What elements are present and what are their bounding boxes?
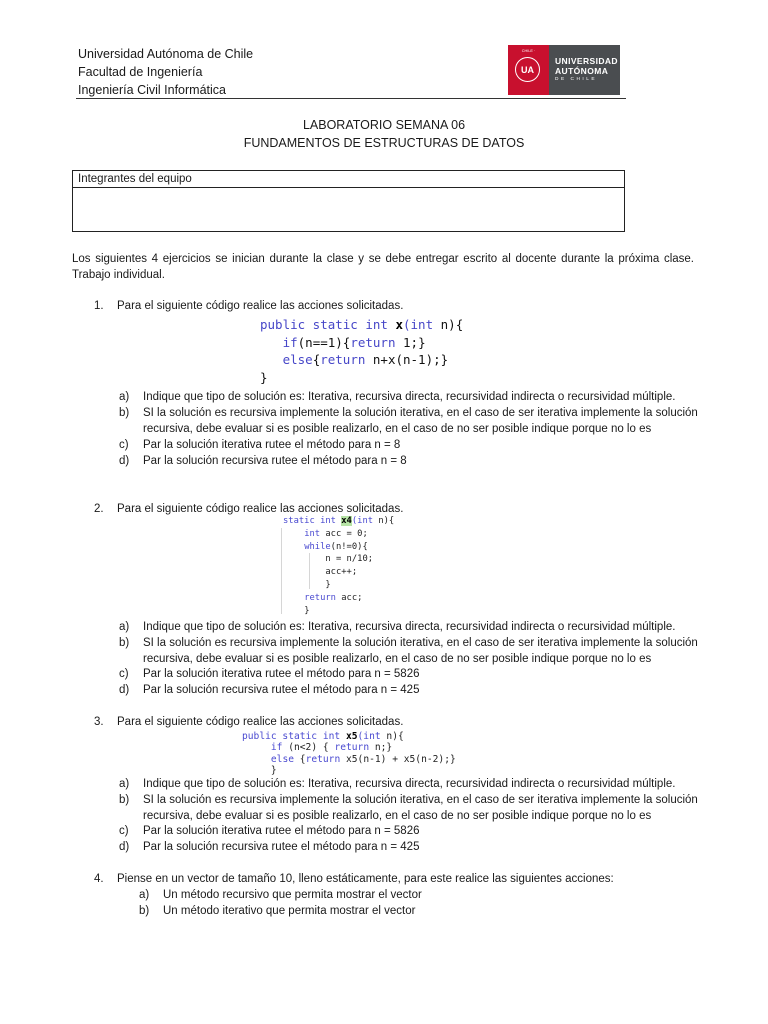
- code-block-2: [283, 515, 394, 617]
- item-label: a): [139, 889, 150, 901]
- logo-emblem: [508, 45, 549, 95]
- code1-keyword: (int: [403, 317, 441, 332]
- item-label: a): [119, 621, 130, 633]
- item-text: Par la solución recursiva rutee el método para n = 8: [143, 455, 407, 467]
- code3-text: }: [270, 765, 277, 777]
- code-block-3: [242, 731, 456, 777]
- item-label: c): [119, 825, 129, 837]
- code3-text: {: [299, 753, 306, 765]
- code2-text: acc;: [341, 592, 363, 603]
- program-name: Ingeniería Civil Informática: [78, 83, 226, 97]
- code1-keyword: return: [350, 334, 404, 350]
- question-3-number: 3.: [94, 716, 104, 728]
- item-label: b): [119, 407, 130, 419]
- logo-wordmark: [549, 45, 620, 95]
- code1-keyword: public static int: [260, 317, 396, 332]
- code2-text: acc++;: [325, 567, 358, 578]
- code1-text: n){: [440, 317, 464, 332]
- logo-line-3: DE CHILE: [555, 77, 598, 82]
- question-2-prompt: Para el siguiente código realice las acciones solicitadas.: [117, 503, 404, 515]
- code3-keyword: return: [334, 742, 375, 754]
- code2-keyword: static int: [283, 516, 342, 526]
- item-label: d): [119, 455, 130, 467]
- logo-line-2: AUTÓNOMA: [555, 66, 609, 76]
- item-label: a): [119, 391, 130, 403]
- code1-keyword: else: [282, 352, 313, 367]
- code1-method-name: x: [395, 317, 403, 332]
- question-4-prompt: Piense en un vector de tamaño 10, lleno estáticamente, para este realice las siguientes acciones:: [117, 873, 614, 885]
- code2-keyword: (int: [351, 516, 379, 526]
- item-text: Un método recursivo que permita mostrar el vector: [163, 889, 422, 901]
- question-1-number: 1.: [94, 300, 104, 312]
- faculty-name: Facultad de Ingeniería: [78, 65, 203, 79]
- code2-keyword: int: [304, 528, 326, 539]
- code3-text: n){: [386, 731, 404, 742]
- code2-keyword: while: [304, 541, 331, 552]
- item-label: c): [119, 668, 129, 680]
- institution-header: [78, 45, 253, 99]
- code3-text: (n<2) {: [288, 742, 335, 754]
- item-label: a): [119, 778, 130, 790]
- code2-indent-guide: [281, 528, 282, 614]
- team-members-label: Integrantes del equipo: [73, 171, 624, 188]
- item-text: Par la solución recursiva rutee el método para n = 425: [143, 841, 420, 853]
- item-label: c): [119, 439, 129, 451]
- item-label: d): [119, 841, 130, 853]
- code1-text: }: [260, 369, 268, 385]
- question-1-prompt: Para el siguiente código realice las acciones solicitadas.: [117, 300, 404, 312]
- code1-keyword: if: [282, 334, 298, 350]
- code3-text: n;}: [374, 742, 393, 754]
- item-text: Un método iterativo que permita mostrar el vector: [163, 905, 416, 917]
- question-4-number: 4.: [94, 873, 104, 885]
- item-text: Indique que tipo de solución es: Iterativa, recursiva directa, recursividad indirecta o recursividad múltiple.: [143, 778, 676, 790]
- question-3-prompt: Para el siguiente código realice las acciones solicitadas.: [117, 716, 404, 728]
- item-label: b): [119, 794, 130, 806]
- item-text: Par la solución iterativa rutee el método para n = 5826: [143, 825, 420, 837]
- code2-text: }: [304, 605, 310, 616]
- code3-keyword: return: [305, 753, 346, 765]
- item-label: b): [139, 905, 150, 917]
- code3-keyword: if: [270, 742, 289, 754]
- code1-text: n+x(n-1);}: [372, 352, 449, 367]
- code2-keyword: return: [304, 592, 342, 603]
- code2-text: }: [325, 579, 331, 590]
- code3-keyword: else: [270, 753, 300, 765]
- item-text: Indique que tipo de solución es: Iterativa, recursiva directa, recursividad indirecta o recursividad múltiple.: [143, 391, 676, 403]
- code-block-1: [260, 316, 463, 386]
- instructions-paragraph: Los siguientes 4 ejercicios se inician durante la clase y se debe entregar escrito al docente durante la próxima clase. Trabajo individual.: [72, 253, 694, 281]
- code1-text: 1;}: [403, 334, 426, 350]
- logo-badge: UA: [515, 57, 540, 82]
- code2-text: acc = 0;: [325, 528, 368, 539]
- logo-line-1: UNIVERSIDAD: [555, 56, 618, 66]
- item-text: SI la solución es recursiva implemente la solución iterativa, en el caso de ser iterativa implemente la solución recursiva, debe evaluar si es posible realizarlo, en el caso de no ser posible indique porque no lo es: [143, 794, 698, 822]
- item-text: Par la solución recursiva rutee el método para n = 425: [143, 684, 420, 696]
- code2-text: n = n/10;: [325, 554, 374, 565]
- item-text: SI la solución es recursiva implemente la solución iterativa, en el caso de ser iterativa implemente la solución recursiva, debe evaluar si es posible realizarlo, en el caso de no ser posible indique porque no lo es: [143, 407, 698, 435]
- item-text: Par la solución iterativa rutee el método para n = 8: [143, 439, 401, 451]
- item-text: SI la solución es recursiva implemente la solución iterativa, en el caso de ser iterativa implemente la solución recursiva, debe evaluar si es posible realizarlo, en el caso de no ser posible indique porque no lo es: [143, 637, 698, 665]
- logo-arc-text: CHILE ·: [521, 49, 536, 53]
- code1-text: {: [312, 352, 321, 367]
- university-logo: [508, 45, 620, 95]
- item-text: Par la solución iterativa rutee el método para n = 5826: [143, 668, 420, 680]
- code2-text: n){: [378, 516, 395, 526]
- team-members-box: [72, 170, 625, 232]
- university-name: Universidad Autónoma de Chile: [78, 47, 254, 61]
- item-label: b): [119, 637, 130, 649]
- header-divider: [76, 98, 626, 99]
- code2-method-name: x4: [341, 516, 352, 526]
- document-subtitle: FUNDAMENTOS DE ESTRUCTURAS DE DATOS: [243, 136, 525, 150]
- item-text: Indique que tipo de solución es: Iterativa, recursiva directa, recursividad indirecta o recursividad múltiple.: [143, 621, 676, 633]
- code3-method-name: x5: [345, 731, 358, 742]
- question-2-number: 2.: [94, 503, 104, 515]
- item-label: d): [119, 684, 130, 696]
- code2-text: (n!=0){: [330, 541, 368, 552]
- code3-keyword: (int: [357, 731, 387, 742]
- code3-text: x5(n-1) + x5(n-2);}: [346, 753, 456, 765]
- code1-text: (n==1){: [297, 334, 351, 350]
- code1-keyword: return: [320, 352, 373, 367]
- document-title: LABORATORIO SEMANA 06: [302, 118, 466, 132]
- code3-keyword: public static int: [242, 731, 346, 742]
